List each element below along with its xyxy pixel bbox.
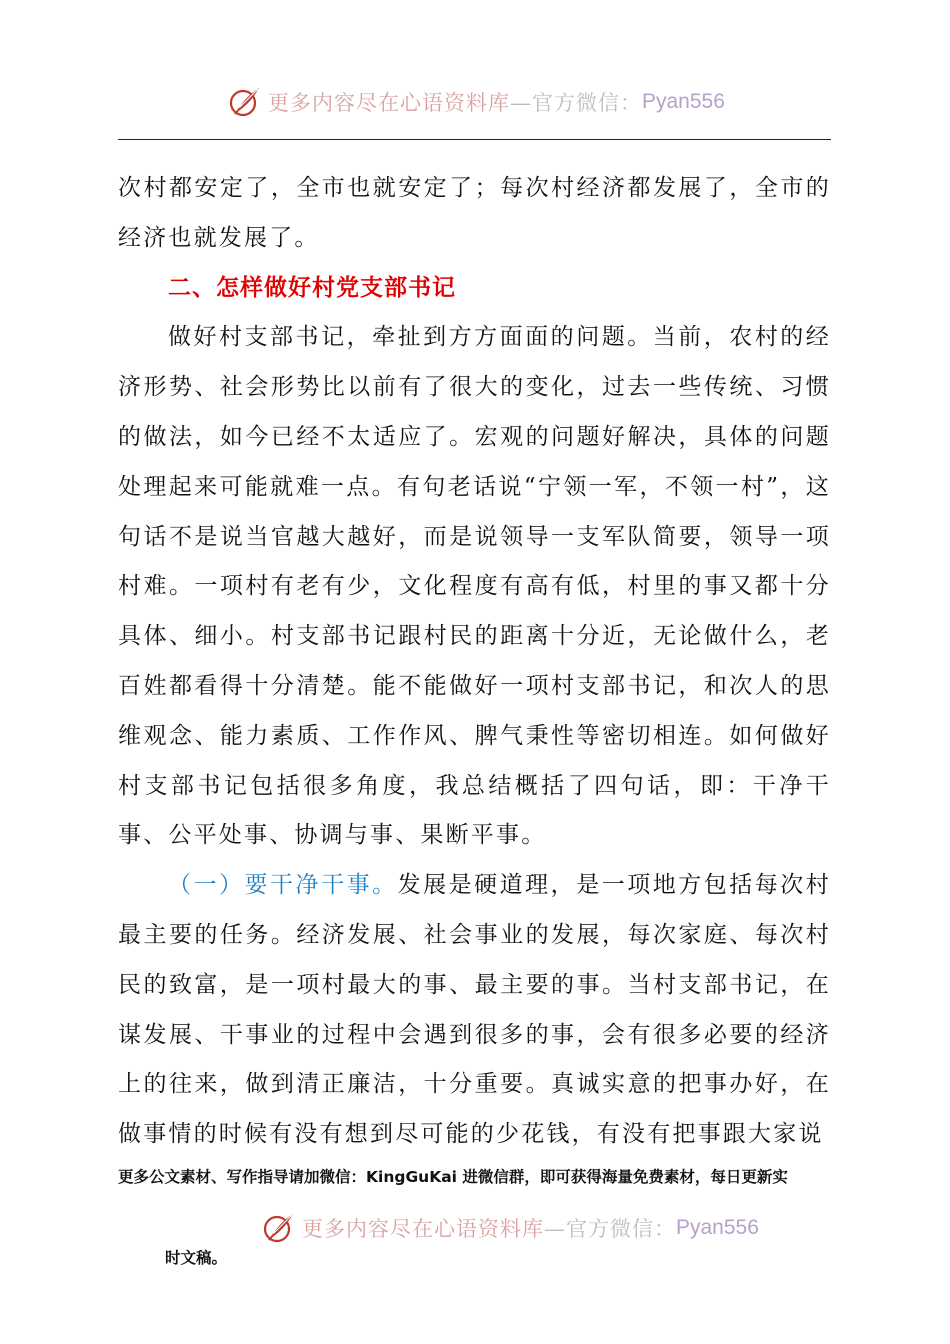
footer-watermark (262, 1208, 759, 1248)
footer-watermark-id-text: Pyan556 (676, 1216, 759, 1239)
subsection-heading: （一）要干净干事。 (168, 872, 398, 899)
paragraph-continuation: 次村都安定了，全市也就安定了；每次村经济都发展了，全市的经济也就发展了。 (118, 175, 831, 251)
document-body (118, 164, 831, 1160)
paragraph-clean-work (118, 861, 831, 1160)
paragraph-intro: 做好村支部书记，牵扯到方方面面的问题。当前，农村的经济形势、社会形势比以前有了很大的变化，过去一些传统、习惯的做法，如今已经不太适应了。宏观的问题好解决，具体的问题处理起来可能就难一点。有句老话说“宁领一军，不领一村”，这句话不是说当官越大越好，而是说领导一支军队简要，领导一项村难。一项村有老有少，文化程度有高有低，村里的事又都十分具体、细小。村支部书记跟村民的距离十分近，无论做什么，老百姓都看得十分清楚。能不能做好一项村支部书记，和次人的思维观念、能力素质、工作作风、脾气秉性等密切相连。如何做好村支部书记包括很多角度，我总结概括了四句话，即：干净干事、公平处事、协调与事、果断平事。 (118, 324, 831, 849)
footer-promo-note-tail: 时文稿。 (165, 1249, 228, 1267)
quill-logo-icon (228, 85, 262, 119)
header-watermark (228, 82, 725, 122)
header-divider (118, 139, 831, 140)
section-heading: 二、怎样做好村党支部书记 (168, 274, 456, 301)
footer-watermark-dash-text: —官方微信： (544, 1217, 676, 1241)
footer-promo-note: 更多公文素材、写作指导请加微信：KingGuKai 进微信群，即可获得海量免费素材，每日更新实 (118, 1168, 788, 1186)
watermark-id-text: Pyan556 (642, 90, 725, 113)
paragraph-clean-work-text: 发展是硬道理，是一项地方包括每次村最主要的任务。经济发展、社会事业的发展，每次家庭、每次村民的致富，是一项村最大的事、最主要的事。当村支部书记，在谋发展、干事业的过程中会遇到很多的事，会有很多必要的经济上的往来，做到清正廉洁，十分重要。真诚实意的把事办好，在做事情的时候有没有想到尽可能的少花钱，有没有把事跟大家说 (118, 872, 831, 1148)
watermark-main-text: 更多内容尽在心语资料库 (268, 91, 510, 115)
quill-logo-icon (262, 1211, 296, 1245)
watermark-dash-text: —官方微信： (510, 91, 642, 115)
footer-watermark-main-text: 更多内容尽在心语资料库 (302, 1217, 544, 1241)
